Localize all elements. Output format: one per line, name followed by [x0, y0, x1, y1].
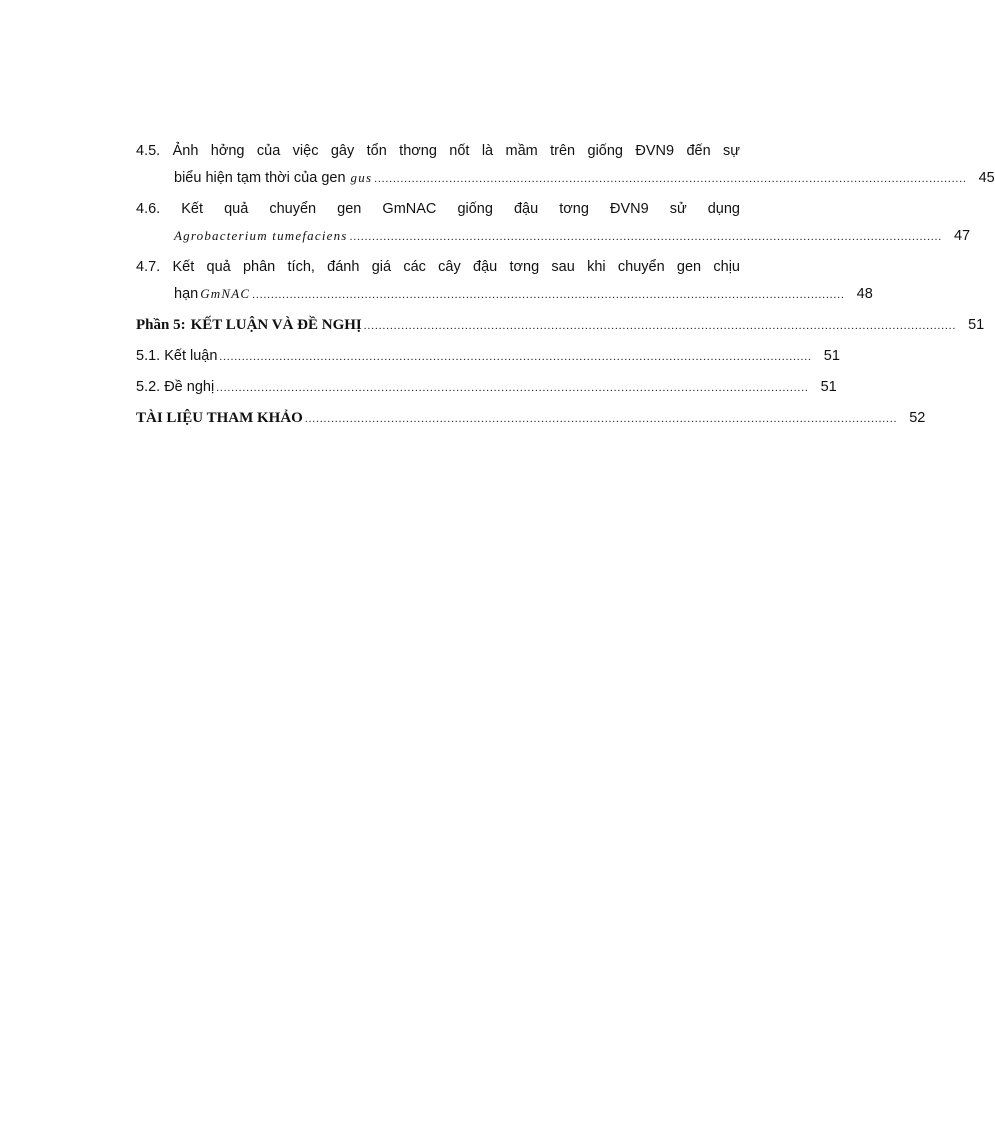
page-number: 45 [978, 170, 995, 186]
toc-entry-4-6[interactable] [136, 198, 971, 252]
part-label: Phần 5: [136, 317, 186, 333]
toc-entry-references[interactable] [136, 407, 926, 434]
part-title: KẾT LUẬN VÀ ĐỀ NGHỊ [190, 317, 362, 333]
section-title: 5.1. Kết luận [136, 348, 218, 364]
page-number: 51 [968, 317, 985, 333]
page-number: 51 [820, 379, 837, 395]
dot-leader: .............................................................................................................................................................. [252, 289, 845, 301]
toc-entry-4-5[interactable] [136, 140, 995, 194]
references-title: TÀI LIỆU THAM KHẢO [136, 410, 303, 426]
toc-entry-5-1[interactable] [136, 345, 840, 372]
toc-line [136, 283, 873, 310]
section-number: 4.7. [136, 259, 161, 275]
section-title: Kết quả chuyển gen GmNAC giống đậu tơng ĐVN9 sử dụng [181, 201, 740, 217]
dot-leader: .............................................................................................................................................................. [219, 351, 812, 363]
toc-entry-5-2[interactable] [136, 376, 837, 403]
section-title-cont: hạn [174, 286, 199, 302]
toc-entry-title [136, 256, 740, 283]
page-number: 47 [953, 228, 971, 244]
toc-entry-part-5[interactable] [136, 314, 985, 341]
page-number: 51 [823, 348, 840, 364]
toc-line [136, 167, 995, 194]
section-title: Ảnh hởng của việc gây tổn thơng nốt là mầm trên giống ĐVN9 đến sự [172, 143, 740, 159]
section-title: Kết quả phân tích, đánh giá các cây đậu tơng sau khi chuyển gen chịu [172, 259, 740, 275]
toc-line [136, 225, 971, 252]
toc-line [136, 376, 837, 403]
organism-name: Agrobacterium tumefaciens [174, 228, 348, 243]
toc-line [136, 345, 840, 372]
table-of-contents [136, 140, 995, 438]
toc-entry-title [136, 198, 740, 225]
dot-leader: .............................................................................................................................................................. [349, 231, 943, 243]
gene-name: GmNAC [200, 286, 251, 301]
toc-entry-4-7[interactable] [136, 256, 873, 310]
dot-leader: .............................................................................................................................................................. [216, 382, 809, 394]
section-number: 4.6. [136, 201, 161, 217]
dot-leader: .............................................................................................................................................................. [304, 413, 898, 425]
section-title-cont: biểu hiện tạm thời của gen [174, 170, 346, 186]
toc-line [136, 314, 985, 341]
toc-line [136, 407, 926, 434]
page-number: 48 [856, 286, 873, 302]
toc-entry-title [136, 140, 740, 167]
section-number: 4.5. [136, 143, 161, 159]
dot-leader: .............................................................................................................................................................. [363, 320, 957, 332]
page-number: 52 [909, 410, 926, 426]
section-title: 5.2. Đề nghị [136, 379, 215, 395]
gene-name: gus [350, 170, 373, 185]
dot-leader: .............................................................................................................................................................. [374, 173, 967, 185]
